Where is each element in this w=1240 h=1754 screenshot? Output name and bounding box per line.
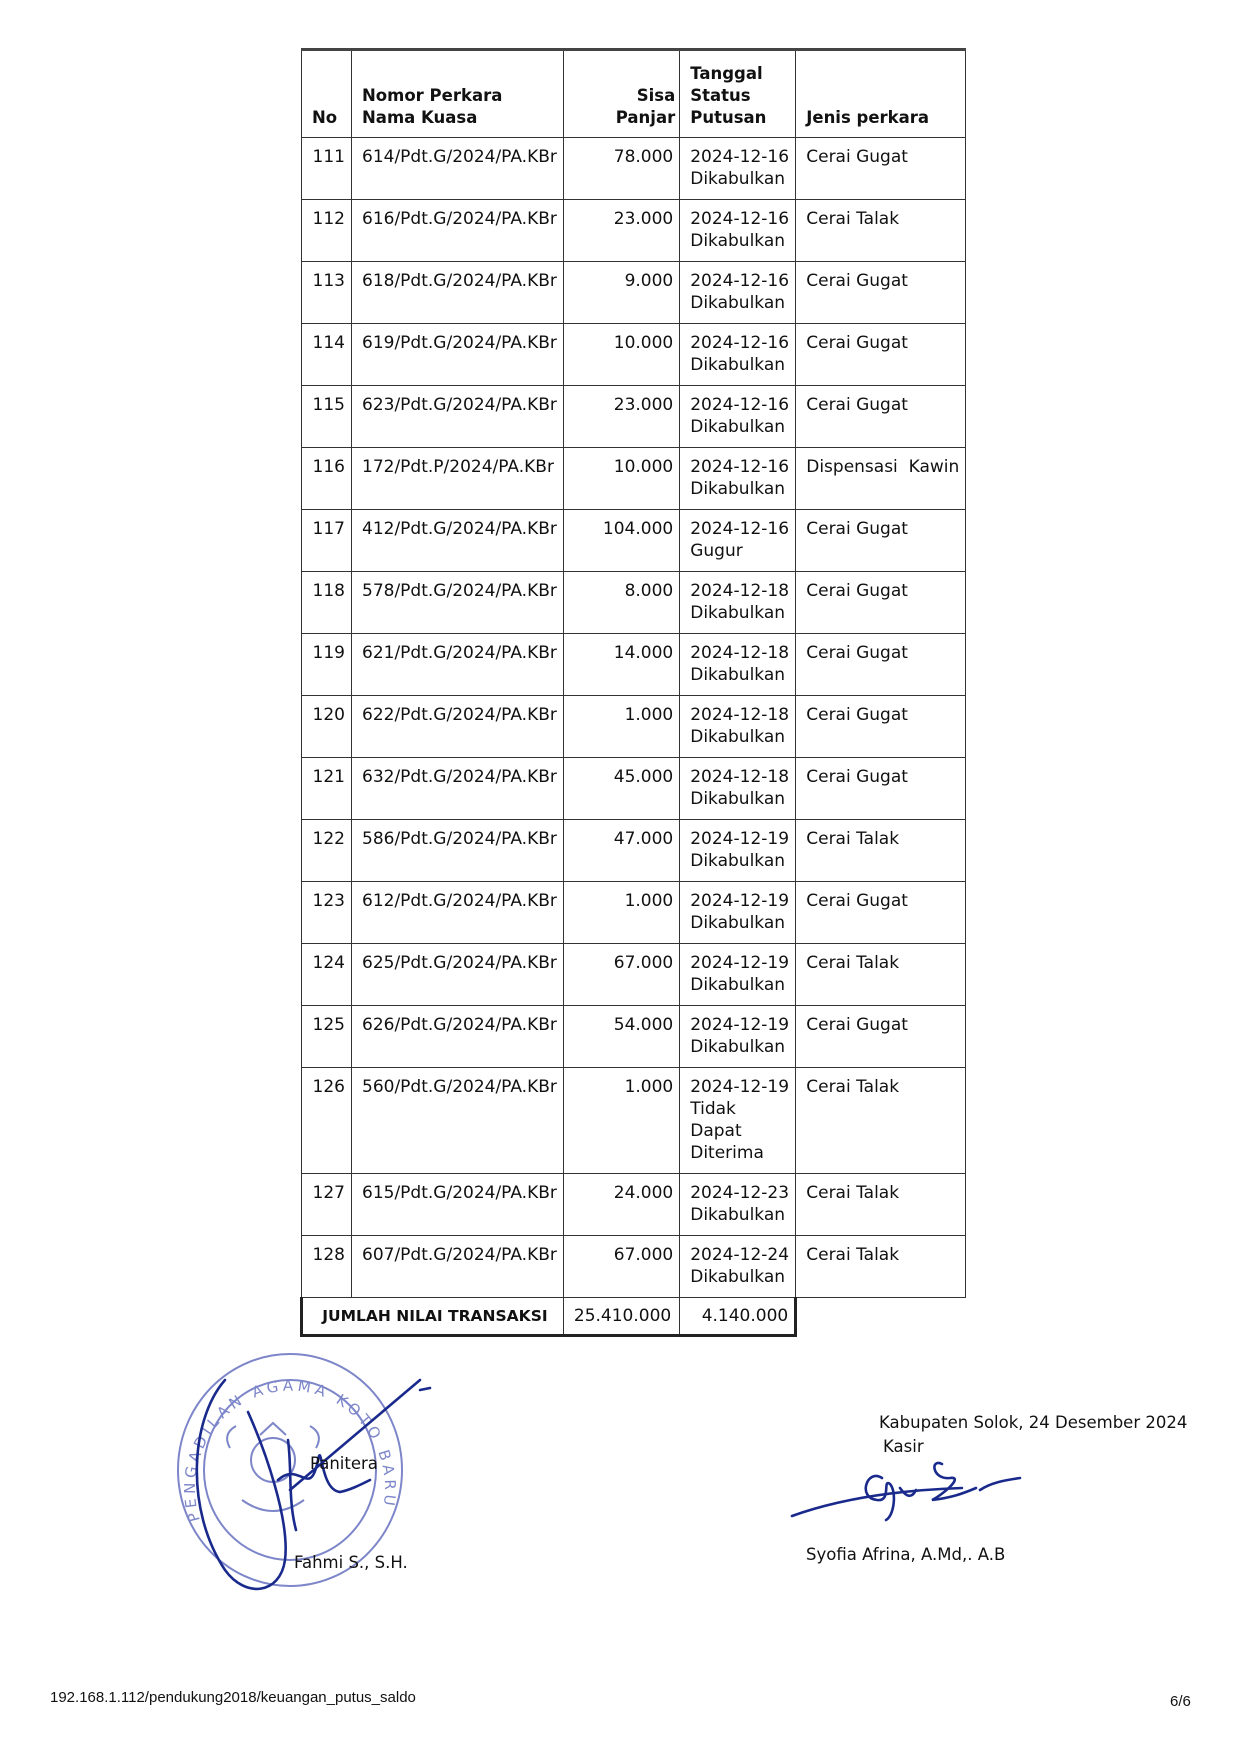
header-nomor-perkara [352, 50, 564, 138]
remaining-deposit: 78.000 [563, 138, 679, 200]
remaining-deposit: 45.000 [563, 758, 679, 820]
table-row [302, 138, 966, 200]
decision-status: Dikabulkan [690, 479, 786, 499]
remaining-deposit: 47.000 [563, 820, 679, 882]
decision-date: 2024-12-16 [690, 395, 790, 415]
decision-status: Dikabulkan [690, 1205, 786, 1225]
table-row [302, 758, 966, 820]
case-number: 622/Pdt.G/2024/PA.KBr [352, 696, 564, 758]
case-number: 616/Pdt.G/2024/PA.KBr [352, 200, 564, 262]
decision-date-status [680, 882, 796, 944]
row-number: 111 [302, 138, 352, 200]
decision-status: Gugur [690, 541, 743, 561]
case-type: Cerai Talak [796, 1236, 966, 1298]
case-type: Dispensasi Kawin [796, 448, 966, 510]
case-type: Cerai Gugat [796, 758, 966, 820]
case-type: Cerai Gugat [796, 324, 966, 386]
case-number: 625/Pdt.G/2024/PA.KBr [352, 944, 564, 1006]
table-row [302, 882, 966, 944]
footer-page-number: 6/6 [1170, 1693, 1191, 1710]
decision-date-status [680, 138, 796, 200]
remaining-deposit: 1.000 [563, 696, 679, 758]
header-sisa-label: Sisa Panjar [615, 86, 676, 127]
case-number: 612/Pdt.G/2024/PA.KBr [352, 882, 564, 944]
table-row [302, 572, 966, 634]
row-number: 120 [302, 696, 352, 758]
case-type: Cerai Gugat [796, 510, 966, 572]
header-no-label: No [312, 108, 338, 127]
header-tanggal-status [680, 50, 796, 138]
remaining-deposit: 14.000 [563, 634, 679, 696]
row-number: 128 [302, 1236, 352, 1298]
row-number: 126 [302, 1068, 352, 1174]
decision-status: Dikabulkan [690, 851, 786, 871]
decision-status: Dikabulkan [690, 727, 786, 747]
case-number: 615/Pdt.G/2024/PA.KBr [352, 1174, 564, 1236]
case-number: 626/Pdt.G/2024/PA.KBr [352, 1006, 564, 1068]
decision-date-status [680, 820, 796, 882]
decision-date-status [680, 200, 796, 262]
remaining-deposit: 10.000 [563, 448, 679, 510]
decision-status: Dikabulkan [690, 913, 786, 933]
header-nomor-line2: Nama Kuasa [362, 108, 478, 127]
case-number: 632/Pdt.G/2024/PA.KBr [352, 758, 564, 820]
decision-status: Dikabulkan [690, 975, 786, 995]
row-number: 114 [302, 324, 352, 386]
table-row [302, 1006, 966, 1068]
case-type: Cerai Gugat [796, 386, 966, 448]
decision-date: 2024-12-16 [690, 333, 790, 353]
header-tgl-line1: Tanggal [690, 64, 763, 83]
decision-date: 2024-12-19 [690, 891, 790, 911]
decision-date-status [680, 634, 796, 696]
table-row [302, 448, 966, 510]
decision-status: Dikabulkan [690, 603, 786, 623]
remaining-deposit: 54.000 [563, 1006, 679, 1068]
total-amount: 25.410.000 [563, 1298, 679, 1336]
decision-date: 2024-12-16 [690, 457, 790, 477]
decision-date: 2024-12-18 [690, 643, 790, 663]
case-number: 586/Pdt.G/2024/PA.KBr [352, 820, 564, 882]
table-row [302, 324, 966, 386]
case-balance-table [300, 48, 966, 1337]
decision-date: 2024-12-16 [690, 519, 790, 539]
case-number: 172/Pdt.P/2024/PA.KBr [352, 448, 564, 510]
decision-date-status [680, 448, 796, 510]
row-number: 113 [302, 262, 352, 324]
case-type: Cerai Talak [796, 1068, 966, 1174]
remaining-deposit: 10.000 [563, 324, 679, 386]
table-body [302, 138, 966, 1298]
decision-date-status [680, 1006, 796, 1068]
row-number: 125 [302, 1006, 352, 1068]
decision-status: Dikabulkan [690, 789, 786, 809]
decision-date-status [680, 1174, 796, 1236]
total-empty-cell [796, 1298, 966, 1336]
row-number: 117 [302, 510, 352, 572]
court-stamp-and-signature [170, 1340, 530, 1620]
stamp-text: PENGADILAN AGAMA KOTO BARU [180, 1376, 400, 1524]
remaining-deposit: 23.000 [563, 386, 679, 448]
total-label: JUMLAH NILAI TRANSAKSI [302, 1298, 564, 1336]
decision-date: 2024-12-16 [690, 209, 790, 229]
decision-status: Dikabulkan [690, 169, 786, 189]
table-row [302, 1174, 966, 1236]
case-number: 623/Pdt.G/2024/PA.KBr [352, 386, 564, 448]
panitera-name: Fahmi S., S.H. [294, 1553, 408, 1572]
case-number: 621/Pdt.G/2024/PA.KBr [352, 634, 564, 696]
remaining-deposit: 9.000 [563, 262, 679, 324]
footer-url: 192.168.1.112/pendukung2018/keuangan_putus_saldo [50, 1689, 416, 1706]
table-row [302, 1236, 966, 1298]
decision-date: 2024-12-19 [690, 1015, 790, 1035]
case-type: Cerai Talak [796, 200, 966, 262]
table-row [302, 262, 966, 324]
header-tgl-line2: Status [690, 86, 751, 105]
case-type: Cerai Gugat [796, 138, 966, 200]
decision-status: Dikabulkan [690, 665, 786, 685]
row-number: 116 [302, 448, 352, 510]
decision-date: 2024-12-19 [690, 829, 790, 849]
table-row [302, 1068, 966, 1174]
case-type: Cerai Gugat [796, 634, 966, 696]
decision-date-status [680, 386, 796, 448]
table-row [302, 200, 966, 262]
total-row [302, 1298, 966, 1336]
kasir-name: Syofia Afrina, A.Md,. A.B [806, 1545, 1006, 1564]
table-row [302, 510, 966, 572]
case-number: 607/Pdt.G/2024/PA.KBr [352, 1236, 564, 1298]
decision-date: 2024-12-23 [690, 1183, 790, 1203]
case-number: 412/Pdt.G/2024/PA.KBr [352, 510, 564, 572]
case-number: 560/Pdt.G/2024/PA.KBr [352, 1068, 564, 1174]
header-nomor-line1: Nomor Perkara [362, 86, 503, 105]
decision-status: Dikabulkan [690, 417, 786, 437]
decision-date-status [680, 510, 796, 572]
decision-status: Dikabulkan [690, 355, 786, 375]
decision-date: 2024-12-18 [690, 705, 790, 725]
case-type: Cerai Talak [796, 944, 966, 1006]
kasir-signature-icon [782, 1458, 1062, 1528]
decision-date: 2024-12-19 [690, 1077, 790, 1097]
case-type: Cerai Gugat [796, 262, 966, 324]
decision-status: Dikabulkan [690, 1037, 786, 1057]
case-type: Cerai Talak [796, 1174, 966, 1236]
header-jenis-label: Jenis perkara [806, 108, 930, 127]
row-number: 121 [302, 758, 352, 820]
remaining-deposit: 1.000 [563, 882, 679, 944]
case-type: Cerai Gugat [796, 1006, 966, 1068]
decision-date: 2024-12-16 [690, 147, 790, 167]
remaining-deposit: 24.000 [563, 1174, 679, 1236]
decision-status: Dikabulkan [690, 231, 786, 251]
decision-date-status [680, 944, 796, 1006]
remaining-deposit: 67.000 [563, 944, 679, 1006]
row-number: 124 [302, 944, 352, 1006]
decision-date-status [680, 262, 796, 324]
decision-date: 2024-12-24 [690, 1245, 790, 1265]
row-number: 122 [302, 820, 352, 882]
case-number: 618/Pdt.G/2024/PA.KBr [352, 262, 564, 324]
panitera-role: Panitera [310, 1454, 378, 1473]
case-type: Cerai Talak [796, 820, 966, 882]
remaining-deposit: 8.000 [563, 572, 679, 634]
row-number: 127 [302, 1174, 352, 1236]
case-type: Cerai Gugat [796, 696, 966, 758]
table-row [302, 696, 966, 758]
header-jenis-perkara [796, 50, 966, 138]
remaining-deposit: 67.000 [563, 1236, 679, 1298]
table-row [302, 944, 966, 1006]
table-header-row [302, 50, 966, 138]
case-type: Cerai Gugat [796, 572, 966, 634]
remaining-deposit: 1.000 [563, 1068, 679, 1174]
case-number: 578/Pdt.G/2024/PA.KBr [352, 572, 564, 634]
decision-date: 2024-12-16 [690, 271, 790, 291]
row-number: 119 [302, 634, 352, 696]
table-row [302, 634, 966, 696]
decision-date-status [680, 1236, 796, 1298]
decision-date-status [680, 696, 796, 758]
decision-status: Tidak Dapat Diterima [690, 1099, 764, 1163]
remaining-deposit: 23.000 [563, 200, 679, 262]
decision-date: 2024-12-18 [690, 581, 790, 601]
decision-date: 2024-12-18 [690, 767, 790, 787]
case-type: Cerai Gugat [796, 882, 966, 944]
header-no [302, 50, 352, 138]
total-second-amount: 4.140.000 [680, 1298, 796, 1336]
case-number: 619/Pdt.G/2024/PA.KBr [352, 324, 564, 386]
decision-status: Dikabulkan [690, 1267, 786, 1287]
decision-date-status [680, 324, 796, 386]
decision-date-status [680, 1068, 796, 1174]
row-number: 123 [302, 882, 352, 944]
row-number: 118 [302, 572, 352, 634]
table-row [302, 386, 966, 448]
remaining-deposit: 104.000 [563, 510, 679, 572]
decision-status: Dikabulkan [690, 293, 786, 313]
table-row [302, 820, 966, 882]
row-number: 112 [302, 200, 352, 262]
decision-date-status [680, 758, 796, 820]
decision-date-status [680, 572, 796, 634]
kasir-role: Kasir [883, 1437, 924, 1456]
decision-date: 2024-12-19 [690, 953, 790, 973]
header-sisa-panjar [563, 50, 679, 138]
header-tgl-line3: Putusan [690, 108, 767, 127]
row-number: 115 [302, 386, 352, 448]
place-date: Kabupaten Solok, 24 Desember 2024 [879, 1413, 1188, 1432]
case-number: 614/Pdt.G/2024/PA.KBr [352, 138, 564, 200]
